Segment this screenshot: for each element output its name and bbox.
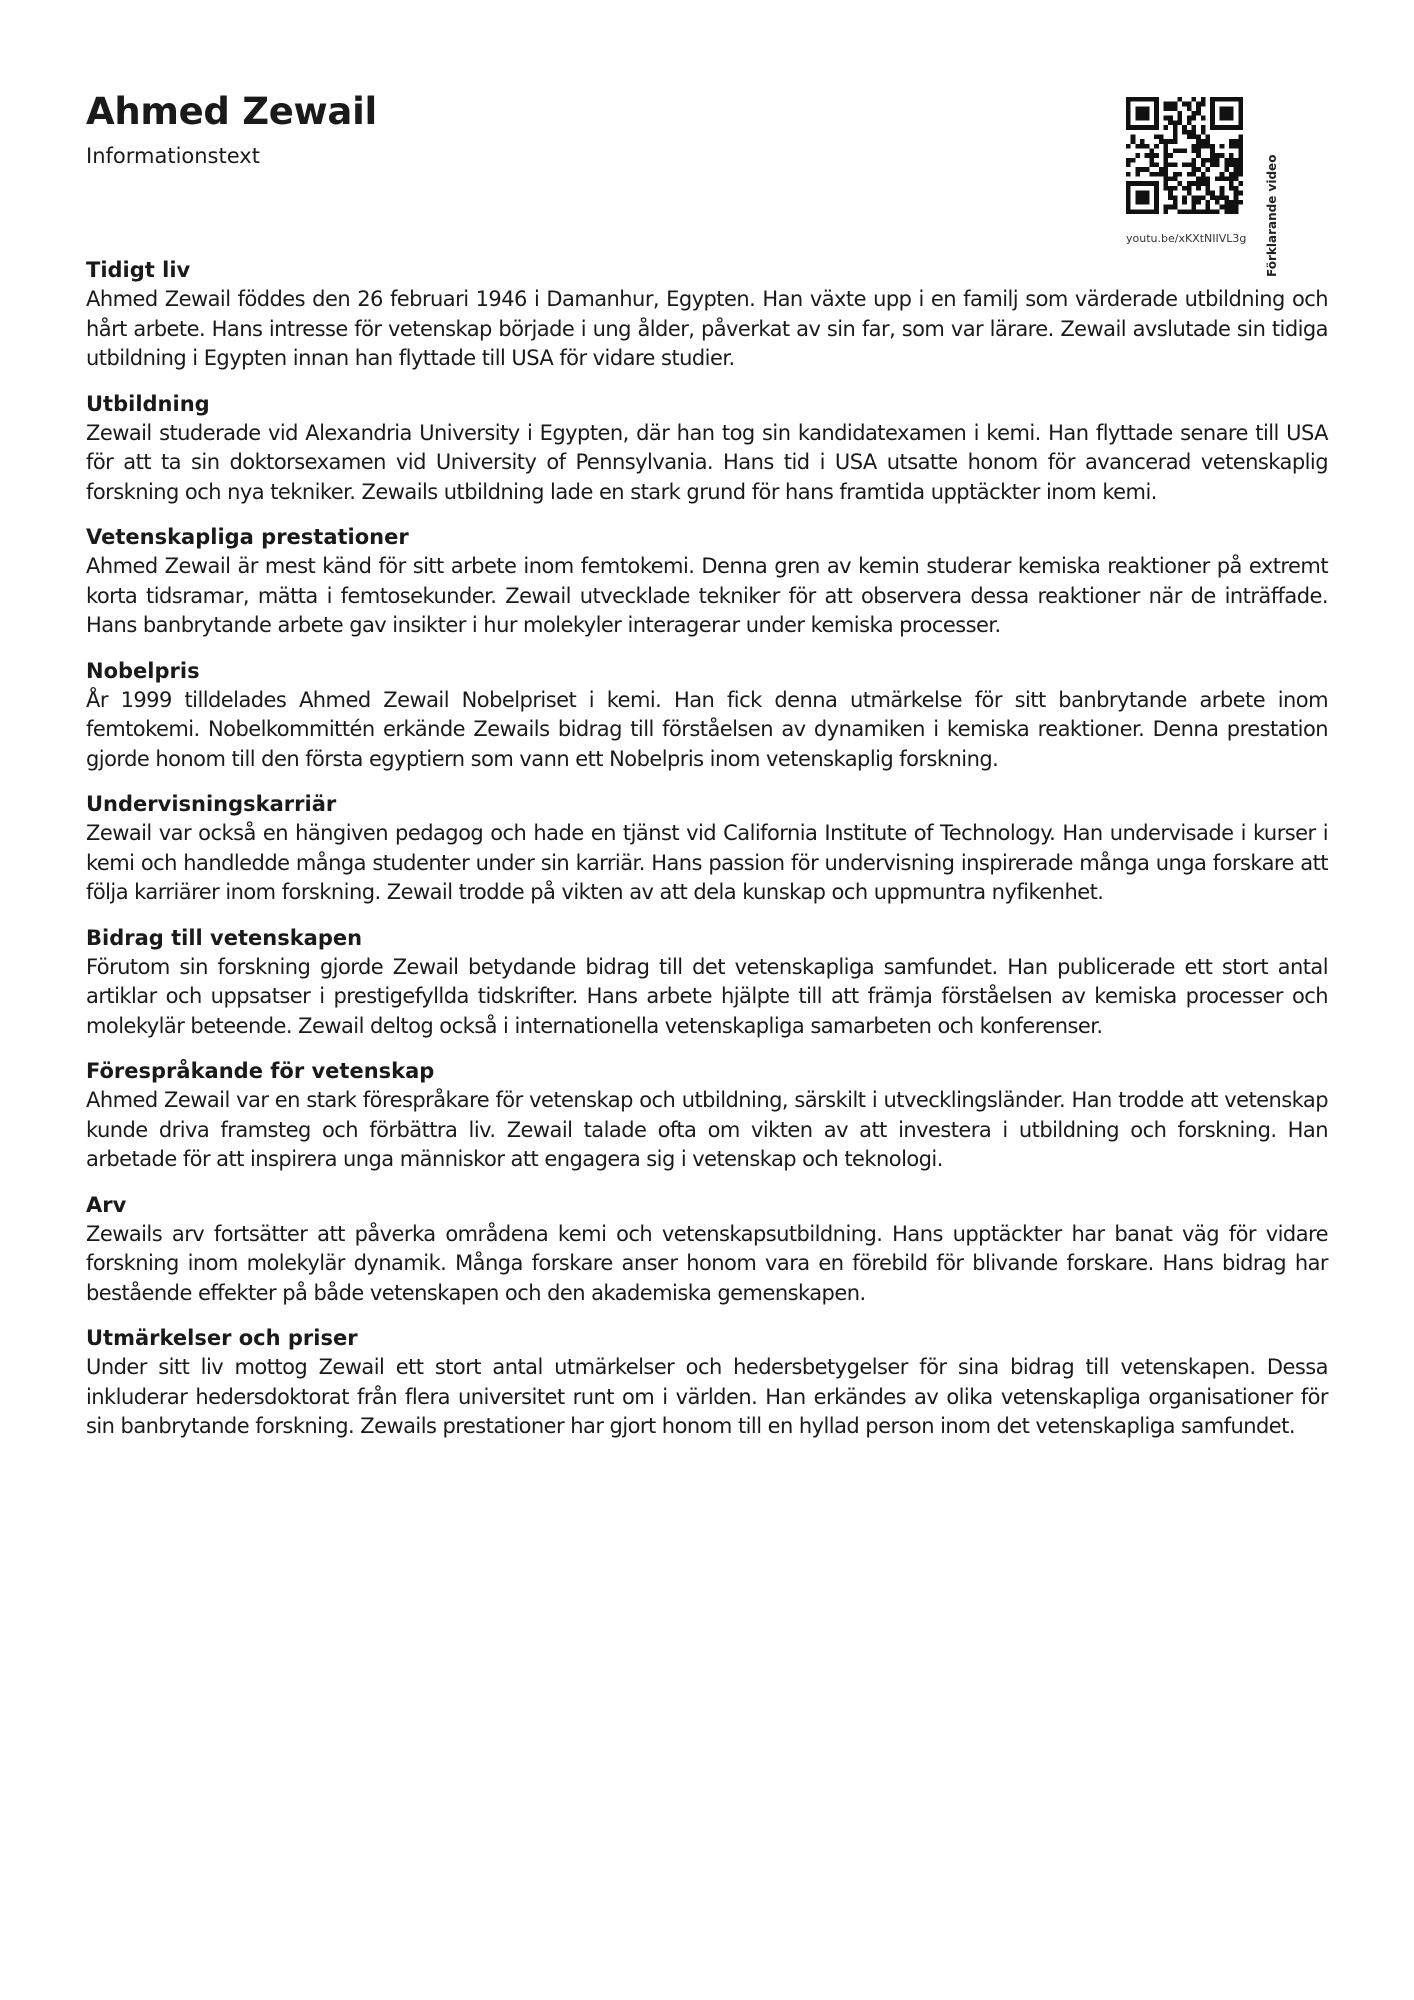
section-awards bbox=[86, 1324, 1328, 1442]
section-heading: Förespråkande för vetenskap bbox=[86, 1059, 435, 1083]
section-heading: Undervisningskarriär bbox=[86, 792, 337, 816]
section-heading: Bidrag till vetenskapen bbox=[86, 925, 363, 950]
page-title: Ahmed Zewail bbox=[86, 90, 377, 133]
section-body: Zewail studerade vid Alexandria University i Egypten, där han tog sin kandidatexamen i kemi. Han flyttade senare till USA för att ta sin doktorsexamen vid University of Pennsylvania. Hans tid i USA utsatte honom för avancerad vetenskaplig forskning och nya tekniker. Zewails utbildning lade en stark grund för hans framtida upptäckter inom kemi. bbox=[86, 420, 1328, 504]
document-content bbox=[86, 256, 1328, 1458]
qr-block bbox=[1126, 97, 1286, 277]
section-advocacy bbox=[86, 1057, 1328, 1175]
section-heading: Tidigt liv bbox=[86, 258, 191, 282]
section-body: Ahmed Zewail föddes den 26 februari 1946 i Damanhur, Egypten. Han växte upp i en familj som värderade utbildning och hårt arbete. Hans intresse för vetenskap började i ung ålder, påverkat av sin far, som var lärare. Zewail avslutade sin tidiga utbildning i Egypten innan han flyttade till USA för vidare studier. bbox=[86, 287, 1328, 370]
section-nobel-prize bbox=[86, 657, 1328, 775]
section-body: Under sitt liv mottog Zewail ett stort antal utmärkelser och hedersbetygelser för sina bidrag till vetenskapen. Dessa inkluderar hedersdoktorat från flera universitet runt om i världen. Han erkändes av olika vetenskapliga organisationer för sin banbrytande forskning. Zewails prestationer har gjort honom till en hyllad person inom det vetenskapliga samfundet. bbox=[86, 1355, 1328, 1438]
qr-url-label[interactable]: youtu.be/xKXtNIIVL3g bbox=[1126, 232, 1247, 245]
section-early-life bbox=[86, 256, 1328, 374]
section-body: Ahmed Zewail var en stark förespråkare för vetenskap och utbildning, särskilt i utvecklingsländer. Han trodde att vetenskap kunde driva framsteg och förbättra liv. Zewail talade ofta om vikten av att investera i utbildning och forskning. Han arbetade för att inspirera unga människor att engagera sig i vetenskap och teknologi. bbox=[86, 1088, 1328, 1171]
section-body: Förutom sin forskning gjorde Zewail betydande bidrag till det vetenskapliga samfundet. Han publicerade ett stort antal artiklar och uppsatser i prestigefyllda tidskrifter. Hans arbete hjälpte till att främja förståelsen av kemiska processer och molekylär beteende. Zewail deltog också i internationella vetenskapliga samarbeten och konferenser. bbox=[86, 954, 1328, 1038]
section-body: Zewail var också en hängiven pedagog och hade en tjänst vid California Institute of Technology. Han undervisade i kurser i kemi och handledde många studenter under sin karriär. Hans passion för undervisning inspirerade många unga forskare att följa karriärer inom forskning. Zewail trodde på vikten av att dela kunskap och uppmuntra nyfikenhet. bbox=[86, 821, 1328, 904]
section-education bbox=[86, 390, 1328, 508]
section-heading: Arv bbox=[86, 1192, 127, 1217]
section-heading: Utmärkelser och priser bbox=[86, 1326, 358, 1350]
document-header bbox=[86, 88, 377, 170]
qr-code-icon[interactable] bbox=[1126, 97, 1243, 214]
section-heading: Vetenskapliga prestationer bbox=[86, 525, 409, 549]
section-body: År 1999 tilldelades Ahmed Zewail Nobelpriset i kemi. Han fick denna utmärkelse för sitt banbrytande arbete inom femtokemi. Nobelkommittén erkände Zewails bidrag till förståelsen av dynamiken i kemiska reaktioner. Denna prestation gjorde honom till den första egyptiern som vann ett Nobelpris inom vetenskaplig forskning. bbox=[86, 687, 1328, 771]
section-heading: Nobelpris bbox=[86, 658, 200, 683]
section-contributions bbox=[86, 924, 1328, 1042]
section-legacy bbox=[86, 1191, 1328, 1309]
section-heading: Utbildning bbox=[86, 391, 210, 416]
page-subtitle: Informationstext bbox=[86, 144, 260, 168]
section-teaching-career bbox=[86, 790, 1328, 908]
qr-side-label: Förklarande video bbox=[1265, 154, 1279, 277]
section-body: Zewails arv fortsätter att påverka områdena kemi och vetenskapsutbildning. Hans upptäckter har banat väg för vidare forskning inom molekylär dynamik. Många forskare anser honom vara en förebild för blivande forskare. Hans bidrag har bestående effekter på både vetenskapen och den akademiska gemenskapen. bbox=[86, 1221, 1328, 1305]
section-scientific-achievements bbox=[86, 523, 1328, 641]
section-body: Ahmed Zewail är mest känd för sitt arbete inom femtokemi. Denna gren av kemin studerar kemiska reaktioner på extremt korta tidsramar, mätta i femtosekunder. Zewail utvecklade tekniker för att observera dessa reaktioner när de inträffade. Hans banbrytande arbete gav insikter i hur molekyler interagerar under kemiska processer. bbox=[86, 554, 1328, 637]
